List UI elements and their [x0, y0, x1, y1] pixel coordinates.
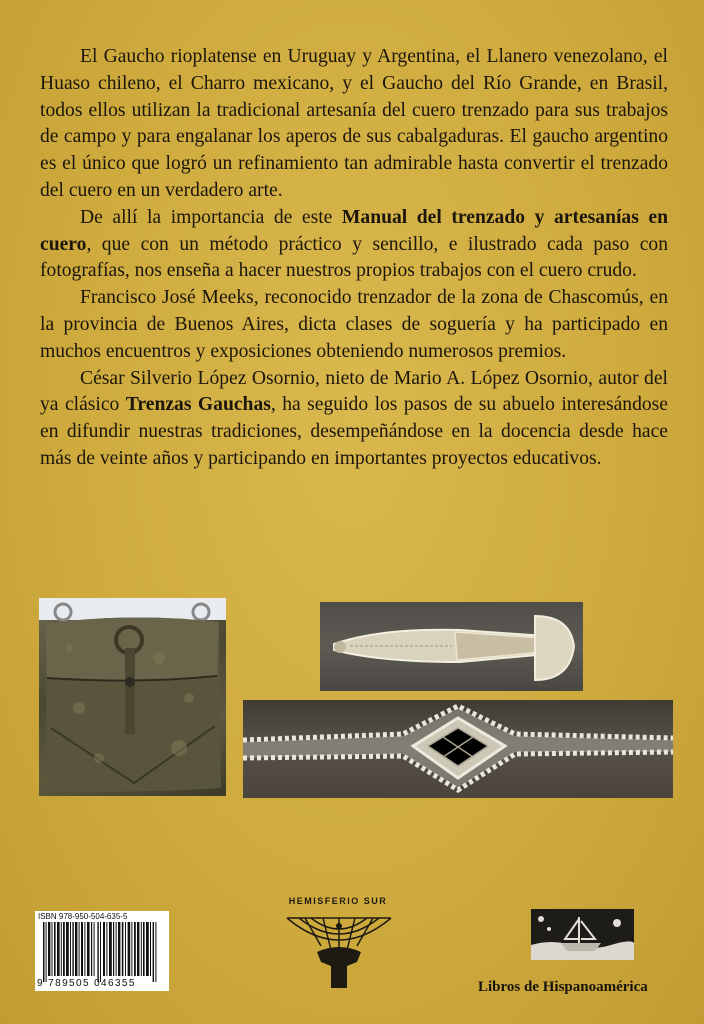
paragraph-4	[40, 366, 668, 473]
paragraph-3: Francisco José Meeks, reconocido trenzador de la zona de Chascomús, en la provincia de Buenos Aires, dicta clases de soguería y ha participado en muchos encuentros y exposiciones obteniendo numerosos premios.	[40, 287, 668, 362]
paragraph-1: El Gaucho rioplatense en Uruguay y Argentina, el Llanero venezolano, el Huaso chileno, el Charro mexicano, y el Gaucho del Río Grande, en Brasil, todos ellos utilizan la tradicional artesanía del cuero trenzado para sus trabajos de campo y para engalanar los aperos de sus cabalgaduras. El gaucho argentino es el único que logró un refinamiento tan admirable hasta convertir el trenzado del cuero en un verdadero arte.	[40, 46, 668, 201]
ship-emblem-icon	[531, 909, 634, 960]
imprint-name: Libros de Hispanoamérica	[478, 979, 648, 995]
barcode-digits: 9 789505 046355	[37, 978, 136, 989]
braided-belt-photo	[243, 700, 673, 798]
hemisferio-sur-logo	[281, 896, 397, 992]
isbn-barcode	[35, 911, 169, 991]
paragraph-2-start: De allí la importancia de este	[80, 206, 342, 228]
manual-title: Manual del trenzado y artesanías en cuero	[40, 206, 668, 255]
knife-sheath-photo	[320, 602, 583, 691]
trenzas-gauchas-title: Trenzas Gauchas	[125, 394, 271, 416]
paragraph-2	[40, 205, 668, 285]
publisher-name: HEMISFERIO SUR	[288, 896, 388, 906]
back-cover-text	[40, 44, 668, 473]
paragraph-2-end: , que con un método práctico y sencillo, e ilustrado cada paso con fotografías, nos enseña a hacer nuestros propios trabajos con el cuero crudo.	[40, 233, 668, 282]
leather-pouch-photo	[39, 598, 226, 796]
paragraph-4-end: , ha seguido los pasos de su abuelo interesándose en difundir nuestras tradiciones, desempeñándose en la docencia desde hace más de veinte años y participando en importantes proyectos educativos.	[40, 394, 668, 469]
isbn-label: ISBN 978-950-504-635-5	[38, 912, 128, 921]
paragraph-4-start: César Silverio López Osornio, nieto de Mario A. López Osornio, autor del ya clásico	[40, 367, 668, 416]
